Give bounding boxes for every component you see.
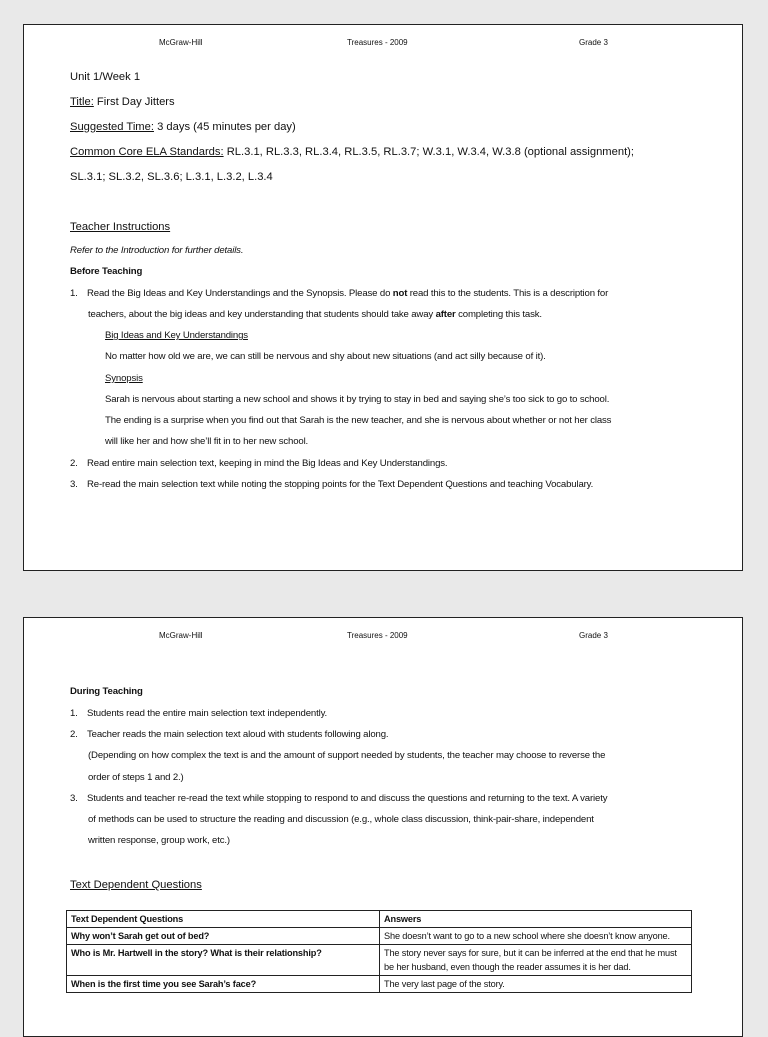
standards-label: Common Core ELA Standards: (70, 146, 224, 158)
standards-value: RL.3.1, RL.3.3, RL.3.4, RL.3.5, RL.3.7; W.3.1, W.3.4, W.3.8 (optional assignment); (223, 146, 635, 158)
step-number: 1. (70, 288, 78, 299)
synopsis-line-3: will like her and how she’ll fit in to her new school. (105, 436, 309, 447)
answer-cell: She doesn’t want to go to a new school where she doesn’t know anyone. (380, 928, 692, 945)
step-number: 2. (70, 458, 78, 469)
during-step-2-note-2: order of steps 1 and 2.) (88, 772, 184, 783)
header-grade: Grade 3 (579, 38, 608, 47)
before-step-1-line-2 (88, 309, 542, 320)
step-1-text-b: read this to the students. This is a description for (407, 288, 609, 299)
answer-cell: The very last page of the story. (380, 976, 692, 993)
document-page-1 (23, 24, 743, 571)
table-row (67, 976, 692, 993)
time-value: 3 days (45 minutes per day) (153, 121, 296, 133)
suggested-time-line (70, 121, 296, 133)
question-cell: When is the first time you see Sarah’s face? (67, 976, 380, 993)
text-dependent-questions-heading: Text Dependent Questions (70, 879, 202, 891)
title-line (70, 96, 175, 108)
standards-line (70, 146, 634, 158)
before-step-1 (70, 288, 608, 299)
step-1-emphasis: not (392, 288, 408, 299)
during-step-1-text: Students read the entire main selection text independently. (87, 708, 328, 719)
title-value: First Day Jitters (93, 96, 175, 108)
instructions-note: Refer to the Introduction for further details. (70, 245, 244, 256)
during-step-3-text: Students and teacher re-read the text while stopping to respond to and discuss the questions and returning to the text. A variety (87, 793, 608, 804)
before-step-2 (70, 458, 447, 469)
step-1-text-a: Read the Big Ideas and Key Understandings and the Synopsis. Please do (87, 288, 393, 299)
step-2-text: Read entire main selection text, keeping in mind the Big Ideas and Key Understandings. (87, 458, 448, 469)
step-number: 1. (70, 708, 78, 719)
during-step-2 (70, 729, 388, 740)
header-grade: Grade 3 (579, 631, 608, 640)
big-ideas-heading: Big Ideas and Key Understandings (105, 330, 248, 341)
during-step-2-note-1: (Depending on how complex the text is and the amount of support needed by students, the teacher may choose to reverse the (88, 750, 606, 761)
step-1-line2-b: completing this task. (455, 309, 542, 320)
standards-continued: SL.3.1; SL.3.2, SL.3.6; L.3.1, L.3.2, L.3.4 (70, 171, 273, 183)
page-header (24, 631, 742, 643)
big-ideas-text: No matter how old we are, we can still be nervous and shy about new situations (and act silly because of it). (105, 351, 546, 362)
teacher-instructions-heading: Teacher Instructions (70, 221, 171, 233)
step-number: 2. (70, 729, 78, 740)
header-series: Treasures - 2009 (347, 631, 408, 640)
during-teaching-heading: During Teaching (70, 686, 143, 697)
question-cell: Who is Mr. Hartwell in the story? What is their relationship? (67, 945, 380, 976)
synopsis-line-1: Sarah is nervous about starting a new school and shows it by trying to stay in bed and saying she’s too sick to go to school. (105, 394, 610, 405)
during-step-3-line-3: written response, group work, etc.) (88, 835, 230, 846)
text-dependent-questions-table (66, 910, 692, 993)
header-publisher: McGraw-Hill (159, 631, 203, 640)
table-row (67, 928, 692, 945)
answer-cell: The story never says for sure, but it can be inferred at the end that he must be her husband, even though the reader assumes it is her dad. (380, 945, 692, 976)
step-number: 3. (70, 479, 78, 490)
question-cell: Why won’t Sarah get out of bed? (67, 928, 380, 945)
title-label: Title: (70, 96, 94, 108)
during-step-3-line-2: of methods can be used to structure the reading and discussion (e.g., whole class discussion, think-pair-share, independent (88, 814, 594, 825)
step-1-line2-emphasis: after (435, 309, 456, 320)
table-row (67, 945, 692, 976)
page-header (24, 38, 742, 50)
unit-week: Unit 1/Week 1 (70, 71, 141, 83)
step-number: 3. (70, 793, 78, 804)
synopsis-line-2: The ending is a surprise when you find out that Sarah is the new teacher, and she is nervous about whether or not her class (105, 415, 612, 426)
before-step-3 (70, 479, 593, 490)
column-header-questions: Text Dependent Questions (67, 911, 380, 928)
header-publisher: McGraw-Hill (159, 38, 203, 47)
header-series: Treasures - 2009 (347, 38, 408, 47)
during-step-1 (70, 708, 327, 719)
step-3-text: Re-read the main selection text while noting the stopping points for the Text Dependent Questions and teaching Vocabulary. (87, 479, 594, 490)
during-step-3 (70, 793, 607, 804)
synopsis-heading: Synopsis (105, 373, 143, 384)
step-1-line2-a: teachers, about the big ideas and key understanding that students should take away (88, 309, 436, 320)
table-header-row (67, 911, 692, 928)
during-step-2-text: Teacher reads the main selection text aloud with students following along. (87, 729, 389, 740)
column-header-answers: Answers (380, 911, 692, 928)
before-teaching-heading: Before Teaching (70, 266, 143, 277)
time-label: Suggested Time: (70, 121, 154, 133)
document-page-2 (23, 617, 743, 1037)
